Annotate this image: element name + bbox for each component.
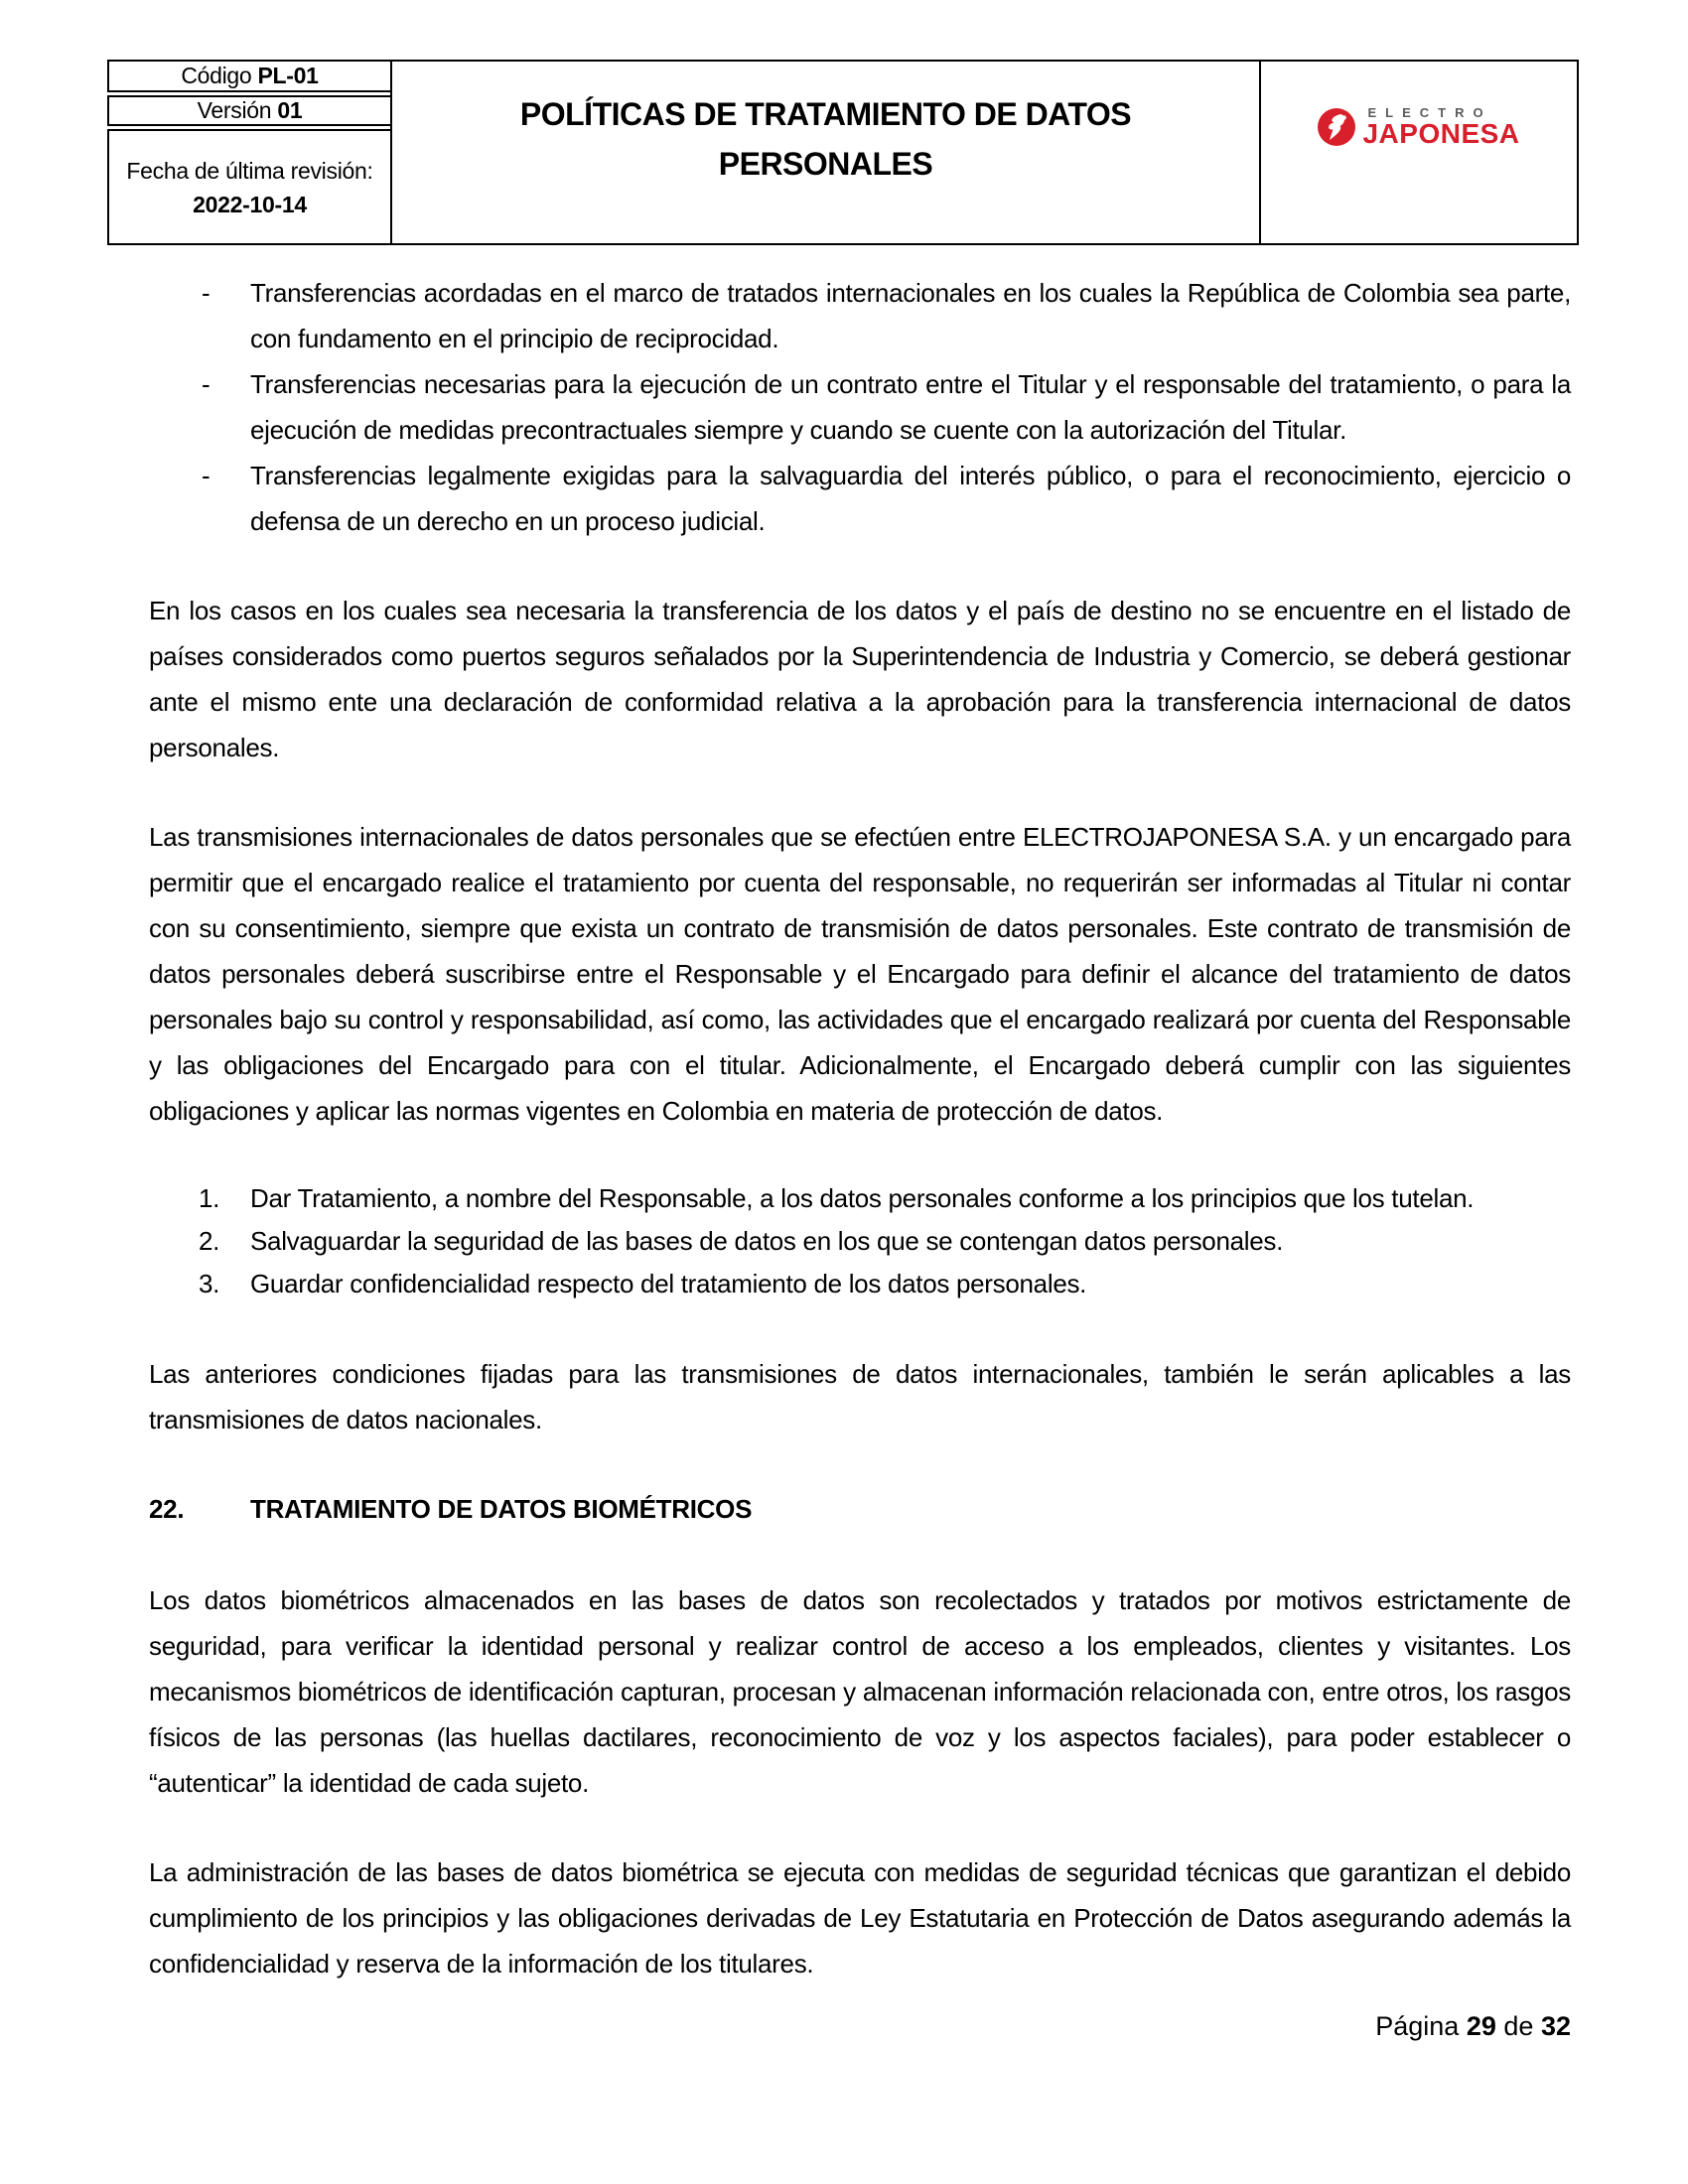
codigo-cell: [107, 60, 392, 92]
bullet-dash-marker: -: [202, 278, 211, 308]
list-item-text: Salvaguardar la seguridad de las bases de datos en los que se contengan datos personales.: [250, 1226, 1284, 1256]
logo-wordmark: [1362, 106, 1519, 147]
paragraph: Las transmisiones internacionales de datos personales que se efectúen entre ELECTROJAPONESA S.A. y un encargado para permitir que el encargado realice el tratamiento por cuenta del responsable, no requerirán ser informadas al Titular ni contar con su consentimiento, siempre que exista un contrato de transmisión de datos personales. Este contrato de transmisión de datos personales deberá suscribirse entre el Responsable y el Encargado para definir el alcance del tratamiento de datos personales bajo su control y responsabilidad, así como, las actividades que el encargado realizará por cuenta del Responsable y las obligaciones del Encargado para con el titular. Adicionalmente, el Encargado deberá cumplir con las siguientes obligaciones y aplicar las normas vigentes en Colombia en materia de protección de datos.: [149, 822, 1571, 1126]
list-item-text: Guardar confidencialidad respecto del tratamiento de los datos personales.: [250, 1269, 1087, 1298]
bullet-dash-marker: -: [202, 369, 211, 399]
encargado-obligations-list: [149, 1177, 1571, 1305]
list-item: [149, 1263, 1571, 1305]
list-item-text: Dar Tratamiento, a nombre del Responsable, a los datos personales conforme a los principios que los tutelan.: [250, 1183, 1475, 1213]
bullet-text: Transferencias acordadas en el marco de tratados internacionales en los cuales la República de Colombia sea parte, con fundamento en el principio de reciprocidad.: [250, 278, 1571, 353]
list-item: [149, 1177, 1571, 1220]
fecha-revision-cell: [107, 129, 392, 245]
fecha-revision-value: 2022-10-14: [193, 191, 307, 217]
list-item: [149, 270, 1571, 361]
page-separator: de: [1503, 2011, 1534, 2041]
version-value: 01: [277, 97, 303, 123]
fecha-revision-label: Fecha de última revisión:: [126, 157, 373, 184]
paragraph: En los casos en los cuales sea necesaria la transferencia de los datos y el país de destino no se encuentre en el listado de países considerados como puertos seguros señalados por la Superintendencia de Industria y Comercio, se deberá gestionar ante el mismo ente una declaración de conformidad relativa a la aprobación para la transferencia internacional de datos personales.: [149, 596, 1571, 762]
bullet-text: Transferencias legalmente exigidas para la salvaguardia del interés público, o para el reconocimiento, ejercicio o defensa de un derecho en un proceso judicial.: [250, 461, 1571, 536]
list-item: [149, 453, 1571, 544]
page-number-footer: [1375, 2011, 1571, 2042]
codigo-row: [181, 63, 318, 89]
list-item: [149, 361, 1571, 453]
bullet-dash-marker: -: [202, 461, 211, 490]
list-item: [149, 1220, 1571, 1263]
paragraph: Las anteriores condiciones fijadas para las transmisiones de datos internacionales, también le serán aplicables a las transmisiones de datos nacionales.: [149, 1359, 1571, 1434]
logo-japonesa-text: JAPONESA: [1362, 118, 1520, 149]
transfer-bullet-list: [149, 270, 1571, 544]
document-header-table: [107, 60, 1579, 245]
version-row: [198, 97, 303, 124]
logo-electro-text: ELECTRO: [1367, 105, 1492, 120]
paragraph: La administración de las bases de datos biométrica se ejecuta con medidas de seguridad técnicas que garantizan el debido cumplimiento de los principios y las obligaciones derivadas de Ley Estatutaria en Protección de Datos asegurando además la confidencialidad y reserva de la información de los titulares.: [149, 1857, 1571, 1979]
codigo-value: PL-01: [257, 63, 319, 88]
list-number: 1.: [199, 1183, 220, 1213]
electrojaponesa-monogram-icon: [1318, 108, 1355, 146]
document-body: [149, 270, 1571, 2030]
logo-cell: [1259, 60, 1579, 245]
page-label: Página: [1375, 2011, 1460, 2041]
document-title: POLÍTICAS DE TRATAMIENTO DE DATOS PERSONALES: [519, 95, 1132, 182]
title-cell: [390, 60, 1261, 245]
header-meta-column: [107, 60, 392, 245]
bullet-text: Transferencias necesarias para la ejecución de un contrato entre el Titular y el responsable del tratamiento, o para la ejecución de medidas precontractuales siempre y cuando se cuente con la autorización del Titular.: [250, 369, 1571, 445]
current-page-number: 29: [1466, 2011, 1496, 2041]
section-number: 22.: [149, 1494, 185, 1524]
section-title: TRATAMIENTO DE DATOS BIOMÉTRICOS: [250, 1494, 753, 1524]
section-heading: [149, 1486, 1571, 1532]
list-number: 2.: [199, 1226, 220, 1256]
list-number: 3.: [199, 1269, 220, 1298]
total-page-number: 32: [1540, 2011, 1571, 2041]
version-label: Versión: [197, 97, 272, 123]
paragraph: Los datos biométricos almacenados en las bases de datos son recolectados y tratados por motivos estrictamente de seguridad, para verificar la identidad personal y realizar control de acceso a los empleados, clientes y visitantes. Los mecanismos biométricos de identificación capturan, procesan y almacenan información relacionada con, entre otros, los rasgos físicos de las personas (las huellas dactilares, reconocimiento de voz y los aspectos faciales), para poder establecer o “autenticar” la identidad de cada sujeto.: [149, 1585, 1571, 1798]
version-cell: [107, 95, 392, 126]
codigo-label: Código: [181, 63, 252, 88]
electrojaponesa-logo: [1318, 106, 1519, 147]
